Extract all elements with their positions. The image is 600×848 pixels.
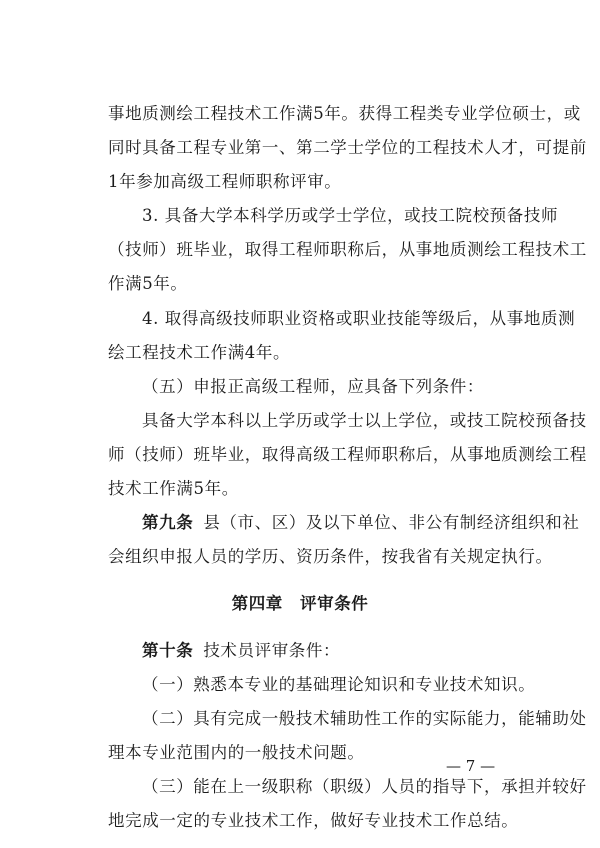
page-number: — 7 —: [446, 757, 496, 775]
article-10-label: 第十条: [142, 641, 194, 660]
text-line: 会组织申报人员的学历、资历条件，按我省有关规定执行。: [108, 547, 553, 566]
text-line: （技师）班毕业，取得工程师职称后，从事地质测绘工程技术工: [108, 240, 587, 259]
list-item: （三）能在上一级职称（职级）人员的指导下，承担并较好: [142, 777, 587, 796]
article-10-line: [142, 641, 340, 661]
text-line: 3. 具备大学本科学历或学士学位，或技工院校预备技师: [142, 206, 559, 225]
text-line: 理本专业范围内的一般技术问题。: [108, 743, 365, 762]
text-line: 同时具备工程专业第一、第二学士学位的工程技术人才，可提前: [108, 138, 587, 157]
text-line: 师（技师）班毕业，取得高级工程师职称后，从事地质测绘工程: [108, 445, 587, 464]
chapter-title: 第四章 评审条件: [231, 594, 369, 613]
text-line: 具备大学本科以上学历或学士以上学位，或技工院校预备技: [142, 411, 587, 430]
article-9-line: [142, 513, 580, 533]
text-line: 作满5年。: [108, 274, 188, 293]
list-item: （二）具有完成一般技术辅助性工作的实际能力，能辅助处: [142, 709, 587, 728]
text-line: 技术工作满5年。: [108, 479, 239, 498]
article-9-label: 第九条: [142, 513, 194, 532]
text-line: （五）申报正高级工程师，应具备下列条件：: [142, 377, 484, 396]
text-line: 事地质测绘工程技术工作满5年。获得工程类专业学位硕士，或: [108, 104, 581, 123]
article-10-text: 技术员评审条件：: [203, 641, 341, 660]
article-9-text: 县（市、区）及以下单位、非公有制经济组织和社: [203, 513, 580, 532]
text-line: 绘工程技术工作满4年。: [108, 343, 291, 362]
text-line: 地完成一定的专业技术工作，做好专业技术工作总结。: [108, 811, 519, 830]
text-line: 1年参加高级工程师职称评审。: [108, 172, 342, 191]
text-line: 4. 取得高级技师职业资格或职业技能等级后，从事地质测: [142, 309, 576, 328]
list-item: （一）熟悉本专业的基础理论知识和专业技术知识。: [142, 675, 536, 694]
